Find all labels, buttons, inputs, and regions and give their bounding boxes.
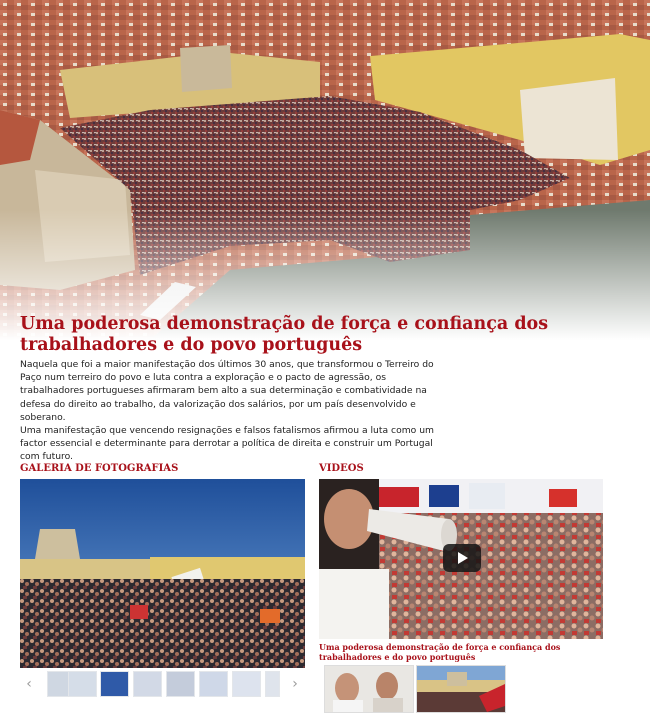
gallery-prev-icon[interactable]: ‹ xyxy=(26,676,32,692)
video-thumbnail[interactable] xyxy=(324,665,414,713)
gallery-thumbnail[interactable] xyxy=(265,671,280,697)
gallery-thumbnail[interactable] xyxy=(166,671,195,697)
gallery-thumbnail[interactable] xyxy=(199,671,228,697)
gallery-title: GALERIA DE FOTOGRAFIAS xyxy=(20,463,179,474)
lead-paragraph-2: Uma manifestação que vencendo resignações e falsos fatalismos afirmou a luta como um factor essencial e determinante para derrotar a política de direita e construir um Portugal com futuro. xyxy=(20,425,434,463)
video-player[interactable] xyxy=(319,479,603,639)
hero-aerial-photo xyxy=(0,0,650,340)
gallery-main-photo[interactable] xyxy=(20,479,305,668)
gallery-thumbnail[interactable] xyxy=(68,671,97,697)
gallery-next-icon[interactable]: › xyxy=(292,676,298,692)
lead-text xyxy=(20,358,450,464)
lead-paragraph-1: Naquela que foi a maior manifestação dos últimos 30 anos, que transformou o Terreiro do Paço num terreiro do povo e luta contra a exploração e o pacto de agressão, os trabalhadores portugueses afirmaram bem alto a sua determinação e combatividade na defesa do direito ao trabalho, da valorização dos salários, por um país desenvolvido e soberano. xyxy=(20,359,434,423)
play-icon xyxy=(458,552,468,564)
headline: Uma poderosa demonstração de força e confiança dos trabalhadores e do povo português xyxy=(20,314,549,355)
play-button[interactable] xyxy=(443,544,481,572)
videos-title: VIDEOS xyxy=(319,463,364,474)
gallery-thumbnails xyxy=(20,671,305,697)
gallery-thumbnail[interactable] xyxy=(133,671,162,697)
gallery-thumbnail[interactable] xyxy=(100,671,129,697)
gallery-thumbnail[interactable] xyxy=(232,671,261,697)
video-caption-link[interactable]: Uma poderosa demonstração de força e confiança dos trabalhadores e do povo português xyxy=(319,642,561,662)
video-thumbnail[interactable] xyxy=(416,665,506,713)
